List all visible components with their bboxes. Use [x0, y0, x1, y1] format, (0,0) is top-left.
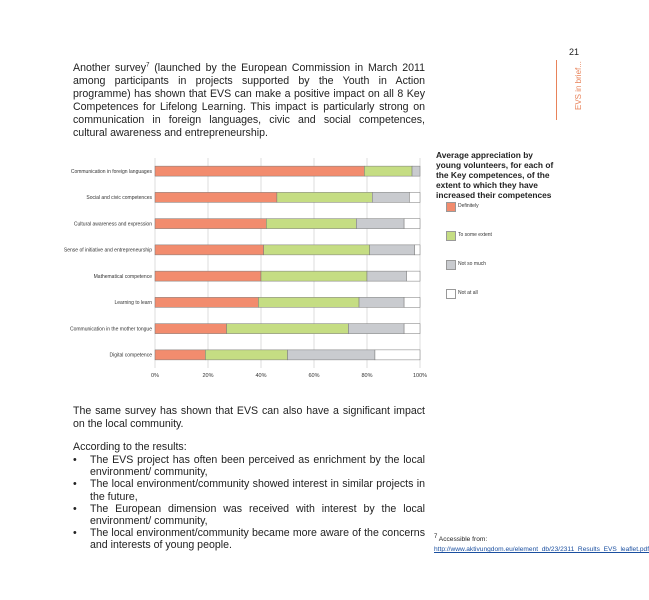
legend-swatch-to-some-extent [446, 231, 456, 241]
list-item-text: The local environment/community became more aware of the concerns and interests of young people. [90, 527, 425, 552]
bar-segment [266, 219, 356, 229]
results-intro: According to the results: [73, 441, 187, 453]
bar-segment [227, 324, 349, 334]
list-item [73, 503, 425, 527]
bar-segment [277, 192, 372, 202]
footnote-number: 7 [434, 533, 438, 540]
x-tick-label: 100% [412, 373, 428, 379]
bar-segment [415, 245, 420, 255]
bar-segment [155, 297, 258, 307]
x-tick-label: 80% [361, 373, 373, 379]
bar-segment [367, 271, 407, 281]
bar-segment [375, 350, 420, 360]
legend-swatch-not-at-all [446, 289, 456, 299]
bar-segment [205, 350, 287, 360]
bullet-icon: • [73, 502, 77, 515]
list-item [73, 454, 425, 478]
footnote-link[interactable]: http://www.aktivungdom.eu/element_db/23/2311_Results_EVS_leaflet.pdf [434, 546, 649, 553]
bar-segment [404, 324, 420, 334]
bar-segment [409, 192, 420, 202]
intro-text-after: (launched by the European Commission in March 2011 among participants in projects supported by the Youth in Action programme) has shown that EVS can make a positive impact on all 8 Key Competences for Lifelong Learning. This impact is particularly strong on communication in foreign languages, civic and social competences, cultural awareness and entrepreneurship. [73, 62, 425, 139]
legend-label-definitely: Definitely [458, 203, 479, 209]
community-paragraph: The same survey has shown that EVS can also have a significant impact on the local community. [73, 405, 425, 430]
bar-segment [412, 166, 420, 176]
intro-text-before: Another survey [73, 62, 147, 74]
bar-segment [155, 245, 264, 255]
list-item-text: The EVS project has often been perceived as enrichment by the local environment/ community, [90, 454, 425, 479]
category-label: Social and civic competences [86, 195, 152, 202]
bar-segment [404, 219, 420, 229]
bar-segment [155, 192, 277, 202]
bar-segment [404, 297, 420, 307]
bar-segment [359, 297, 404, 307]
bar-segment [356, 219, 404, 229]
bar-segment [348, 324, 404, 334]
legend-swatch-definitely [446, 202, 456, 212]
bar-segment [155, 271, 261, 281]
bar-segment [155, 324, 227, 334]
list-item-text: The European dimension was received with interest by the local environment/ community, [90, 502, 425, 528]
bullet-icon: • [73, 454, 77, 466]
list-item [73, 527, 425, 551]
bar-segment [288, 350, 375, 360]
category-label: Cultural awareness and expression [73, 221, 152, 228]
legend-swatch-not-so-much [446, 260, 456, 270]
category-label: Communication in foreign languages [70, 168, 152, 175]
x-tick-label: 0% [151, 373, 159, 379]
category-label: Sense of initiative and entrepreneurship [63, 247, 152, 254]
footnote-text: Accessible from: [437, 536, 488, 543]
bar-segment [155, 166, 364, 176]
category-label: Communication in the mother tongue [70, 326, 152, 333]
bar-segment [261, 271, 367, 281]
page-number: 21 [569, 47, 580, 57]
x-tick-label: 20% [202, 373, 214, 379]
category-label: Learning to learn [114, 300, 152, 307]
bar-segment [370, 245, 415, 255]
bar-segment [155, 219, 266, 229]
bar-segment [407, 271, 420, 281]
results-list [73, 454, 425, 552]
bar-segment [155, 350, 205, 360]
bar-segment [258, 297, 359, 307]
bullet-icon: • [73, 478, 77, 491]
footnote-ref: 7 [146, 62, 150, 69]
footnote [434, 533, 649, 555]
bar-segment [364, 166, 412, 176]
bar-segment [372, 192, 409, 202]
legend-title: Average appreciation by young volunteers, for each of the Key competences, of the extent to which they have increased their competences [436, 150, 554, 200]
bar-segment [264, 245, 370, 255]
legend-label-not-at-all: Not at all [458, 290, 478, 296]
bullet-icon: • [73, 527, 77, 540]
legend-label-not-so-much: Not so much [458, 261, 487, 267]
x-tick-label: 60% [308, 373, 320, 379]
x-tick-label: 40% [255, 373, 267, 379]
legend-label-to-some-extent: To some extent [458, 232, 492, 238]
category-label: Digital competence [109, 352, 152, 359]
list-item-text: The local environment/community showed interest in similar projects in the future, [90, 478, 425, 503]
list-item [73, 478, 425, 502]
side-label: EVS in brief... [574, 61, 583, 110]
category-label: Mathematical competence [93, 273, 152, 280]
